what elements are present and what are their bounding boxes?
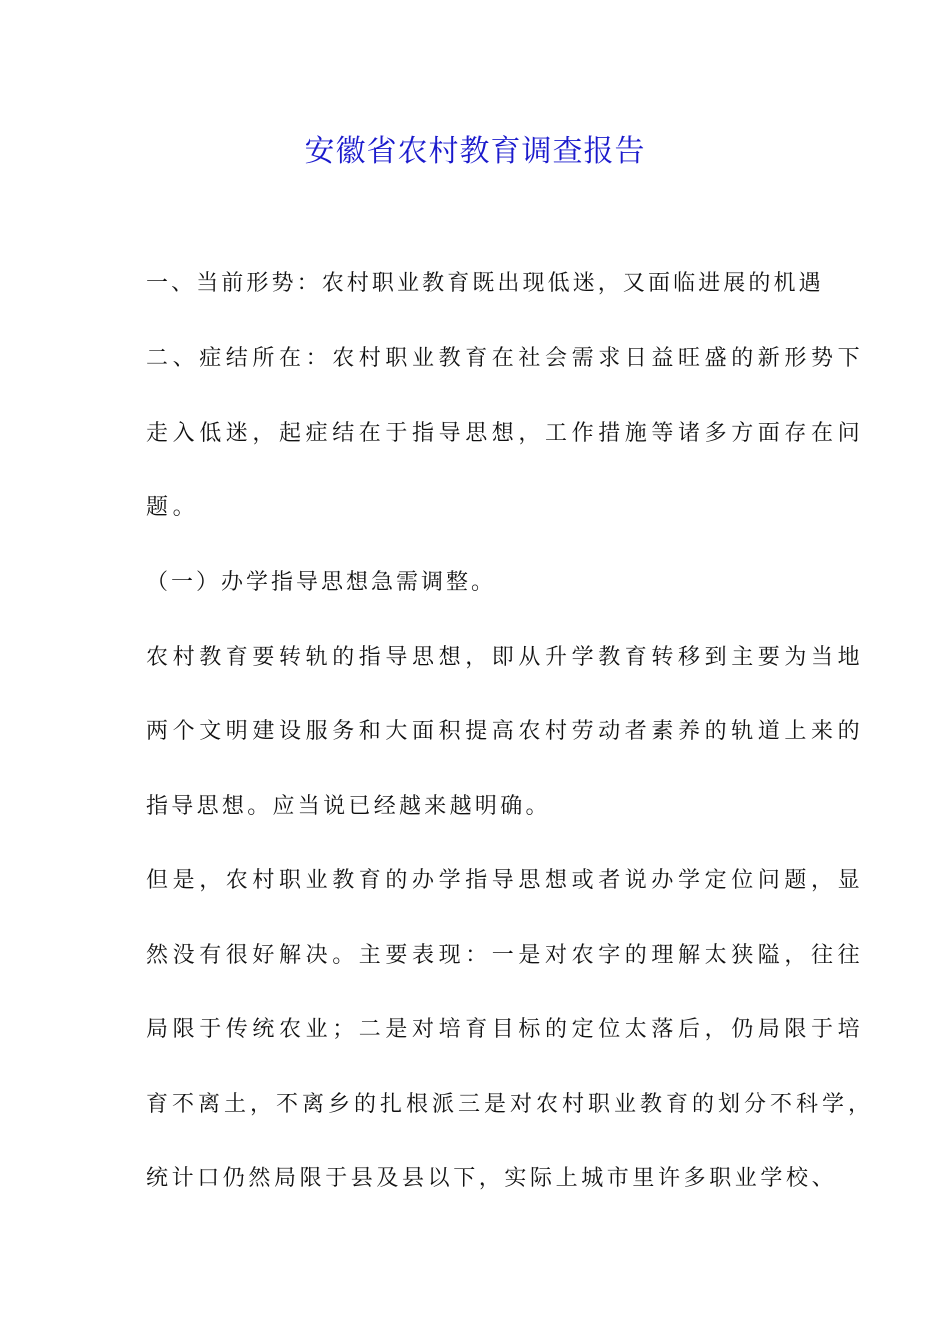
paragraph-line: 两个文明建设服务和大面积提高农村劳动者素养的轨道上来的: [146, 719, 865, 744]
paragraph-line: 走入低迷，起症结在于指导思想，工作措施等诸多方面存在问: [146, 421, 865, 446]
paragraph-line: 题。: [146, 495, 200, 520]
paragraph-line: 农村教育要转轨的指导思想，即从升学教育转移到主要为当地: [146, 645, 865, 670]
paragraph-line: 一、当前形势：农村职业教育既出现低迷，又面临进展的机遇: [146, 271, 824, 296]
paragraph-line: 但是，农村职业教育的办学指导思想或者说办学定位问题，显: [146, 868, 865, 893]
paragraph-line: 统计口仍然局限于县及县以下，实际上城市里许多职业学校、: [146, 1166, 838, 1191]
document-title: 安徽省农村教育调查报告: [304, 134, 646, 169]
paragraph-line: 局限于传统农业；二是对培育目标的定位太落后，仍局限于培: [146, 1017, 865, 1042]
section-heading: （一）办学指导思想急需调整。: [146, 570, 497, 595]
paragraph-line: 然没有很好解决。主要表现：一是对农字的理解太狭隘，往往: [146, 943, 865, 968]
paragraph-line: 二、症结所在：农村职业教育在社会需求日益旺盛的新形势下: [146, 346, 865, 371]
paragraph-line: 育不离土，不离乡的扎根派三是对农村职业教育的划分不科学，: [146, 1092, 875, 1117]
paragraph-line: 指导思想。应当说已经越来越明确。: [146, 794, 551, 819]
